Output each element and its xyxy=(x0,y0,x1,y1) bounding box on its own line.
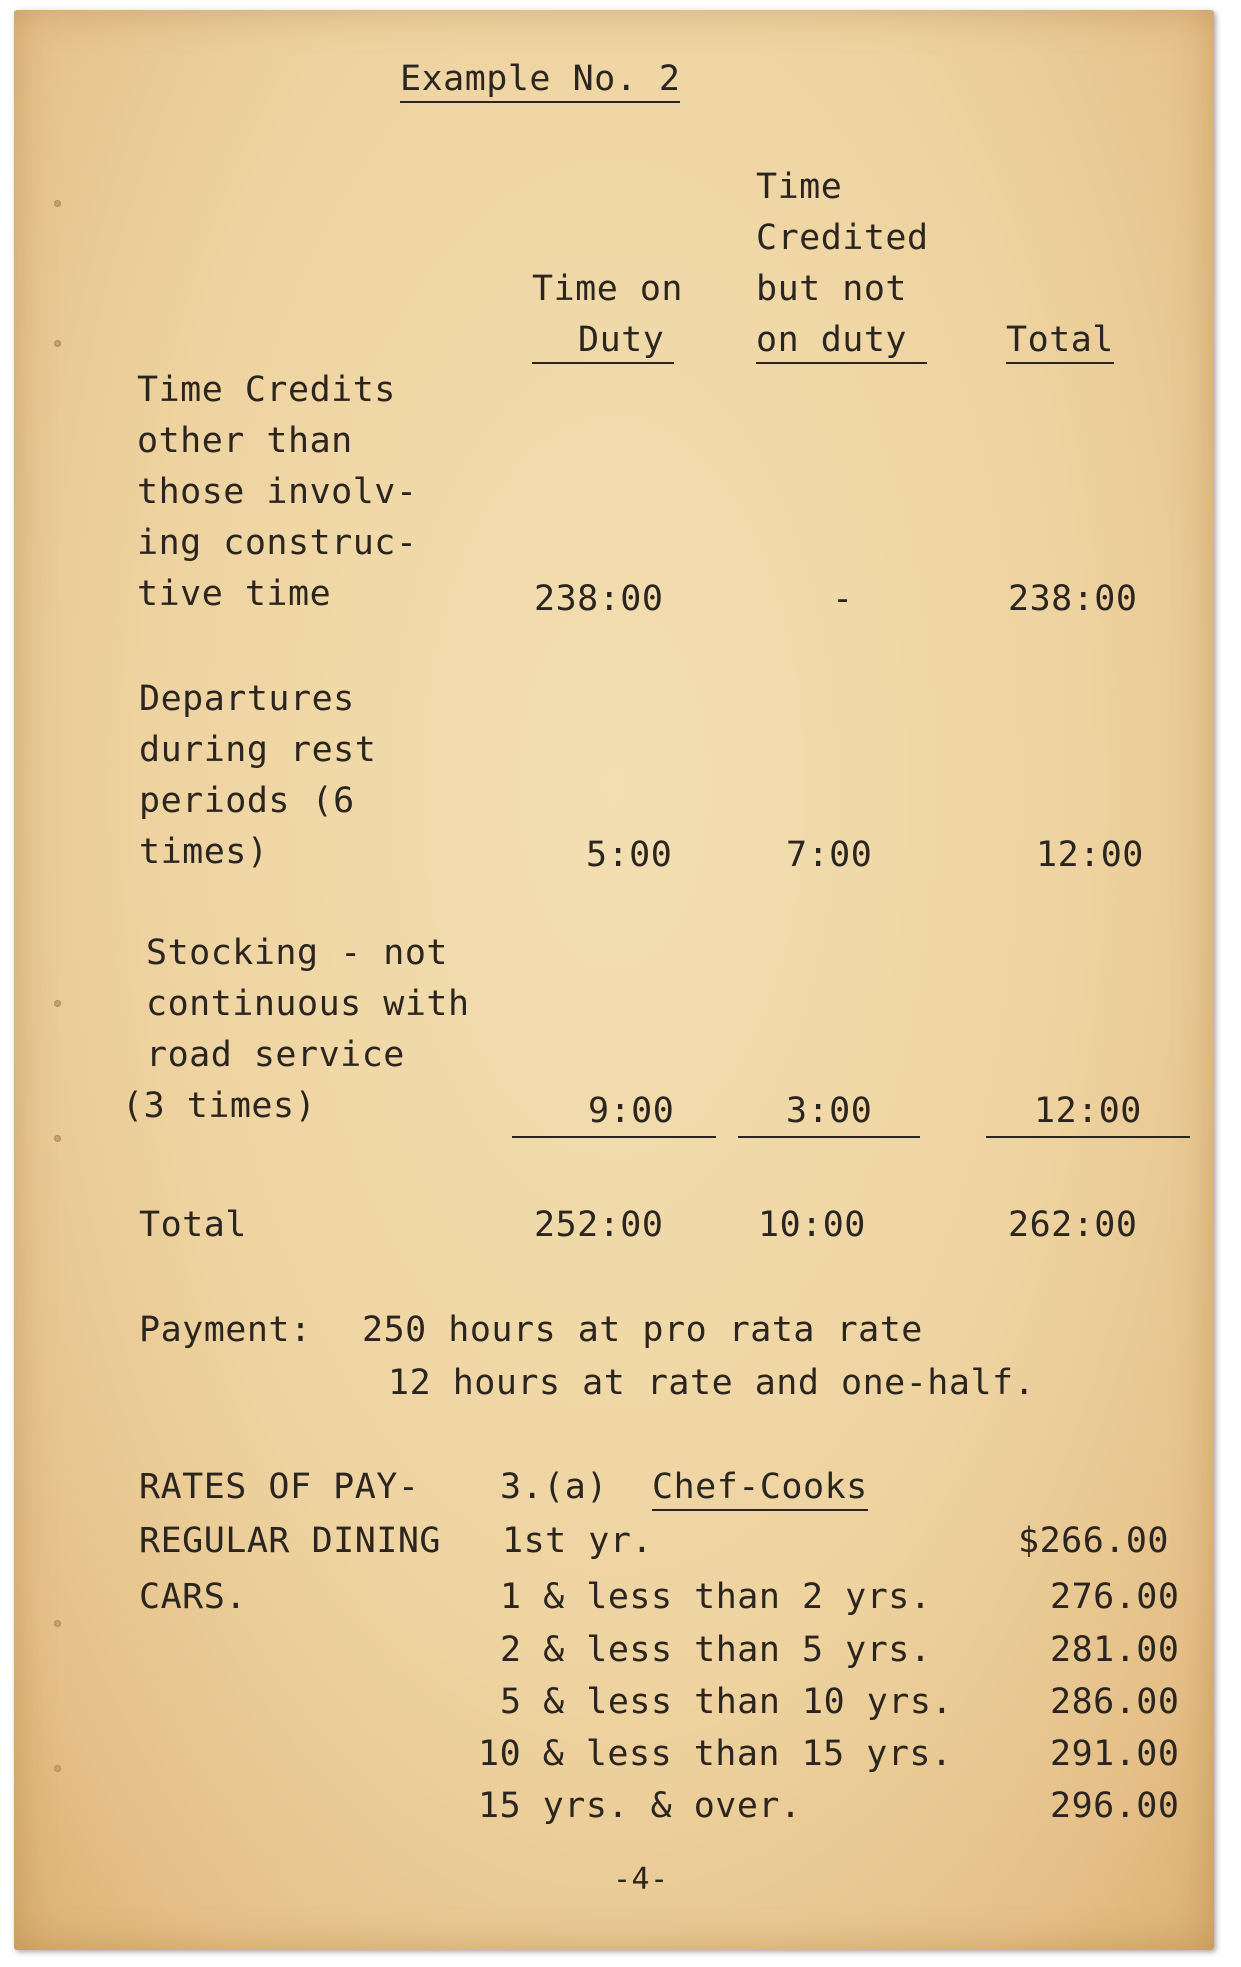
row1-duty: 238:00 xyxy=(534,579,664,619)
row3-credited: 3:00 xyxy=(786,1091,873,1131)
total-row-credited: 10:00 xyxy=(758,1205,866,1245)
rates-heading-line1: RATES OF PAY- xyxy=(139,1467,420,1507)
row3-total: 12:00 xyxy=(1034,1091,1142,1131)
punch-hole xyxy=(54,1000,61,1007)
punch-hole xyxy=(54,1765,61,1772)
row1-label-line2: other than xyxy=(137,421,353,461)
rate-amount-3: 281.00 xyxy=(1050,1630,1180,1670)
rate-period-5: 10 & less than 15 yrs. xyxy=(478,1734,953,1774)
row1-label-line3: those involv- xyxy=(137,472,418,512)
page-title: Example No. 2 xyxy=(400,62,680,103)
row2-label-line2: during rest xyxy=(139,730,377,770)
total-row-total: 262:00 xyxy=(1008,1205,1138,1245)
rate-amount-1: $266.00 xyxy=(1018,1521,1170,1561)
punch-hole xyxy=(54,200,61,207)
sum-rule-credited xyxy=(738,1136,920,1138)
sum-rule-duty xyxy=(512,1136,716,1138)
rate-period-4: 5 & less than 10 yrs. xyxy=(500,1682,954,1722)
row2-total: 12:00 xyxy=(1036,835,1144,875)
payment-line1: 250 hours at pro rata rate xyxy=(362,1310,923,1350)
rate-amount-2: 276.00 xyxy=(1050,1577,1180,1617)
row1-label-line1: Time Credits xyxy=(137,370,396,410)
rate-period-2: 1 & less than 2 yrs. xyxy=(500,1577,932,1617)
payment-line2: 12 hours at rate and one-half. xyxy=(388,1363,1036,1403)
punch-hole xyxy=(54,1620,61,1627)
header-total: Total xyxy=(1006,323,1114,364)
row2-label-line1: Departures xyxy=(139,679,355,719)
rate-period-3: 2 & less than 5 yrs. xyxy=(500,1630,932,1670)
header-credited-line1: Time xyxy=(756,167,843,207)
row2-credited: 7:00 xyxy=(786,835,873,875)
rate-period-1: 1st yr. xyxy=(502,1521,654,1561)
row3-duty: 9:00 xyxy=(588,1091,675,1131)
rate-amount-6: 296.00 xyxy=(1050,1786,1180,1826)
payment-label: Payment: xyxy=(139,1310,312,1350)
header-credited-line2: Credited xyxy=(756,218,929,258)
rate-period-6: 15 yrs. & over. xyxy=(478,1786,802,1826)
row1-credited: - xyxy=(832,579,854,619)
header-credited-line4: on duty xyxy=(756,323,927,364)
row3-label-line3: road service xyxy=(146,1035,405,1075)
punch-hole xyxy=(54,340,61,347)
rates-section-number: 3.(a) xyxy=(500,1467,608,1507)
row2-duty: 5:00 xyxy=(586,835,673,875)
row1-label-line4: ing construc- xyxy=(137,523,418,563)
punch-hole xyxy=(54,1135,61,1142)
row3-label-line2: continuous with xyxy=(146,984,470,1024)
header-duty-line1: Time on xyxy=(532,269,684,309)
rates-heading-line3: CARS. xyxy=(139,1577,247,1617)
total-row-duty: 252:00 xyxy=(534,1205,664,1245)
sum-rule-total xyxy=(986,1136,1190,1138)
row1-total: 238:00 xyxy=(1008,579,1138,619)
rate-amount-4: 286.00 xyxy=(1050,1682,1180,1722)
page-number: -4- xyxy=(613,1862,669,1897)
rates-heading-line2: REGULAR DINING xyxy=(139,1521,442,1561)
rates-section-title: Chef-Cooks xyxy=(652,1470,868,1511)
total-row-label: Total xyxy=(139,1205,247,1245)
header-duty-line2: Duty xyxy=(532,323,674,364)
row3-label-line4: (3 times) xyxy=(122,1086,317,1126)
row2-label-line3: periods (6 xyxy=(139,781,355,821)
row3-label-line1: Stocking - not xyxy=(146,933,449,973)
row2-label-line4: times) xyxy=(139,832,269,872)
rate-amount-5: 291.00 xyxy=(1050,1734,1180,1774)
row1-label-line5: tive time xyxy=(137,574,332,614)
header-credited-line3: but not xyxy=(756,269,908,309)
